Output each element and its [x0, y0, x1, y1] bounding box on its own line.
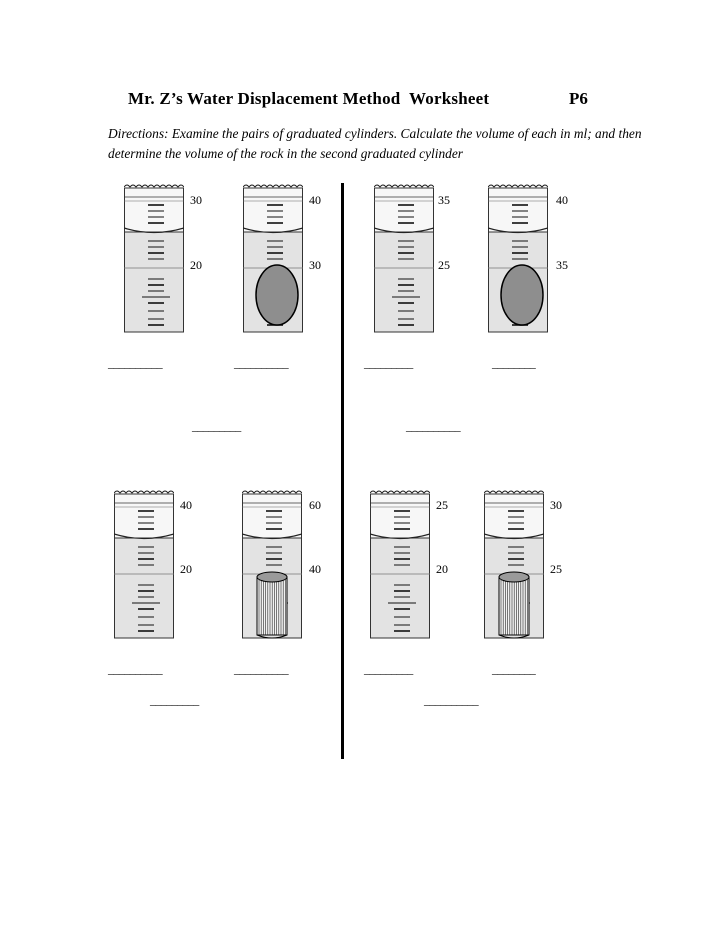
- answer-blank[interactable]: ________: [492, 356, 536, 370]
- cylinder-drawing: [374, 183, 434, 333]
- answer-blank[interactable]: __________: [234, 662, 289, 676]
- lower-reading-label: 40: [309, 562, 321, 576]
- graduated-cylinder: [243, 183, 303, 333]
- cylinder-object-shape: [257, 572, 287, 638]
- graduated-cylinder: [488, 183, 548, 333]
- graduated-cylinder: [124, 183, 184, 333]
- lower-reading-label: 35: [556, 258, 568, 272]
- cylinder-drawing: [114, 489, 174, 639]
- worksheet-title: Mr. Z’s Water Displacement Method Worksheet: [128, 89, 490, 108]
- answer-blank[interactable]: __________: [234, 356, 289, 370]
- cylinder-drawing: [243, 183, 303, 333]
- lower-reading-label: 25: [438, 258, 450, 272]
- cylinder-drawing: [488, 183, 548, 333]
- cylinder-drawing: [370, 489, 430, 639]
- answer-blank[interactable]: ________: [492, 662, 536, 676]
- cylinder-object-shape: [499, 572, 529, 638]
- lower-reading-label: 25: [550, 562, 562, 576]
- rock-volume-blank[interactable]: _________: [192, 419, 241, 433]
- page-label: P6: [569, 89, 588, 108]
- lower-reading-label: 20: [190, 258, 202, 272]
- answer-blank[interactable]: _________: [364, 356, 413, 370]
- upper-reading-label: 60: [309, 498, 321, 512]
- directions-text: Directions: Examine the pairs of graduated cylinders. Calculate the volume of each in ml; and then determine the volume of the rock in the second graduated cylinder: [108, 126, 642, 161]
- cylinder-drawing: [242, 489, 302, 639]
- upper-reading-label: 25: [436, 498, 448, 512]
- upper-reading-label: 30: [550, 498, 562, 512]
- graduated-cylinder: [374, 183, 434, 333]
- upper-reading-label: 30: [190, 193, 202, 207]
- answer-blank[interactable]: __________: [108, 662, 163, 676]
- graduated-cylinder: [484, 489, 544, 639]
- upper-reading-label: 40: [556, 193, 568, 207]
- upper-reading-label: 40: [309, 193, 321, 207]
- rock-volume-blank[interactable]: __________: [424, 693, 479, 707]
- graduated-cylinder: [242, 489, 302, 639]
- answer-blank[interactable]: __________: [108, 356, 163, 370]
- answer-blank[interactable]: _________: [364, 662, 413, 676]
- lower-reading-label: 30: [309, 258, 321, 272]
- graduated-cylinder: [114, 489, 174, 639]
- lower-reading-label: 20: [180, 562, 192, 576]
- center-divider: [341, 183, 344, 759]
- rock-volume-blank[interactable]: _________: [150, 693, 199, 707]
- cylinder-drawing: [124, 183, 184, 333]
- graduated-cylinder: [370, 489, 430, 639]
- rock-volume-blank[interactable]: __________: [406, 419, 461, 433]
- rock-shape: [501, 265, 543, 325]
- cylinder-drawing: [484, 489, 544, 639]
- upper-reading-label: 40: [180, 498, 192, 512]
- lower-reading-label: 20: [436, 562, 448, 576]
- rock-shape: [256, 265, 298, 325]
- upper-reading-label: 35: [438, 193, 450, 207]
